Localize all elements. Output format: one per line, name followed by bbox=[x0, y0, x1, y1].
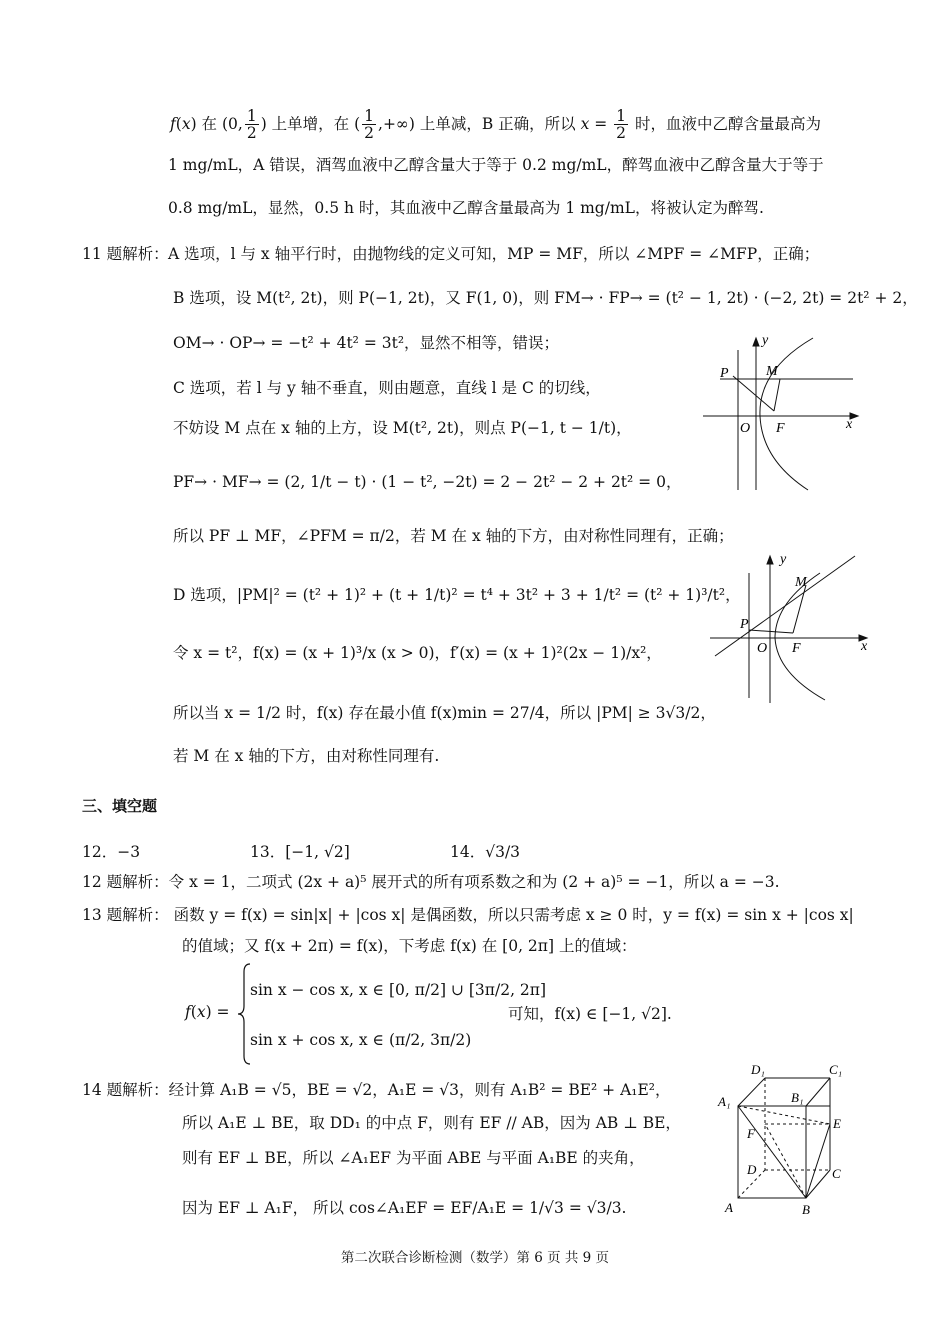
answer-13: 13．[−1, √2] bbox=[250, 843, 350, 861]
fig3-label: F bbox=[747, 1126, 755, 1141]
q13-fx-label: f(x) = bbox=[185, 1003, 230, 1021]
q14-line-3: 则有 EF ⊥ BE，所以 ∠A₁EF 为平面 ABE 与平面 A₁BE 的夹角， bbox=[182, 1149, 645, 1167]
q10-line-2: 1 mg/mL，A 错误，酒驾血液中乙醇含量大于等于 0.2 mg/mL，醉驾血液中乙醇含量大于等于 bbox=[168, 156, 824, 174]
q11-option-d-1: D 选项，|PM|² = (t² + 1)² + (t + 1/t)² = t⁴ + 3t² + 3 + 1/t² = (t² + 1)³/t²， bbox=[173, 586, 741, 604]
q13-line-1: 13 题解析： 函数 y = f(x) = sin|x| + |cos x| 是偶函数，所以只需考虑 x ≥ 0 时，y = f(x) = sin x + |cos x| bbox=[82, 906, 854, 924]
fig2-label: M bbox=[795, 575, 807, 590]
q13-case-1: sin x − cos x, x ∈ [0, π/2] ∪ [3π/2, 2π] bbox=[250, 981, 547, 999]
fig3-label: A₁ bbox=[718, 1094, 731, 1109]
q11-option-c-3: PF→ · MF→ = (2, 1/t − t) · (1 − t², −2t) = 2 − 2t² − 2 + 2t² = 0， bbox=[173, 473, 682, 491]
q11-option-d-3: 所以当 x = 1/2 时，f(x) 存在最小值 f(x)min = 27/4，所以 |PM| ≥ 3√3/2， bbox=[173, 704, 716, 722]
q11-option-b-2: OM→ · OP→ = −t² + 4t² = 3t²，显然不相等，错误； bbox=[173, 334, 560, 352]
q11-option-c-2: 不妨设 M 点在 x 轴的上方，设 M(t², 2t)，则点 P(−1, t − 1/t)， bbox=[173, 419, 632, 437]
q11-option-c-1: C 选项，若 l 与 y 轴不垂直，则由题意，直线 l 是 C 的切线， bbox=[173, 379, 601, 397]
figure-option-d bbox=[705, 548, 880, 703]
fig3-label: C bbox=[832, 1166, 841, 1181]
q14-line-1: 14 题解析：经计算 A₁B = √5，BE = √2，A₁E = √3，则有 A₁B² = BE² + A₁E²， bbox=[82, 1081, 671, 1099]
answer-14: 14．√3/3 bbox=[450, 843, 521, 861]
q11-option-a: A 选项，l 与 x 轴平行时，由抛物线的定义可知，MP = MF，所以 ∠MPF = ∠MFP，正确； bbox=[168, 245, 820, 263]
figure-option-c bbox=[698, 330, 868, 495]
q12-solution: 12 题解析：令 x = 1，二项式 (2x + a)⁵ 展开式的所有项系数之和为 (2 + a)⁵ = −1，所以 a = −3. bbox=[82, 873, 780, 891]
q10-line-3: 0.8 mg/mL，显然，0.5 h 时，其血液中乙醇含量最高为 1 mg/mL，将被认定为醉驾. bbox=[168, 199, 764, 217]
answer-12: 12．−3 bbox=[82, 843, 141, 861]
fig2-label: x bbox=[861, 639, 868, 654]
q11-option-d-2: 令 x = t²，f(x) = (x + 1)³/x (x > 0)，f′(x) = (x + 1)²(2x − 1)/x²， bbox=[173, 644, 662, 662]
fig1-label: M bbox=[766, 364, 778, 379]
q11-heading: 11 题解析： bbox=[82, 245, 169, 263]
q13-line-2: 的值域；又 f(x + 2π) = f(x)，下考虑 f(x) 在 [0, 2π] 上的值域： bbox=[182, 937, 637, 955]
q13-case-2: sin x + cos x, x ∈ (π/2, 3π/2) bbox=[250, 1031, 472, 1049]
q11-option-d-4: 若 M 在 x 轴的下方，由对称性同理有. bbox=[173, 747, 440, 765]
figure-cuboid bbox=[715, 1058, 855, 1218]
fig1-label: F bbox=[776, 421, 785, 436]
fig2-label: y bbox=[780, 552, 787, 567]
fig3-label: E bbox=[833, 1116, 841, 1131]
q13-conclusion: 可知，f(x) ∈ [−1, √2]. bbox=[508, 1005, 672, 1023]
fig1-label: O bbox=[740, 421, 751, 436]
fig1-label: y bbox=[762, 333, 769, 348]
fig2-label: P bbox=[740, 617, 749, 632]
fig1-label: x bbox=[846, 417, 853, 432]
fig2-label: F bbox=[792, 641, 801, 656]
q14-line-4: 因为 EF ⊥ A₁F， 所以 cos∠A₁EF = EF/A₁E = 1/√3 = √3/3. bbox=[182, 1199, 627, 1217]
q14-line-2: 所以 A₁E ⊥ BE，取 DD₁ 的中点 F，则有 EF // AB，因为 AB ⊥ BE， bbox=[182, 1114, 681, 1132]
q11-option-c-4: 所以 PF ⊥ MF，∠PFM = π/2，若 M 在 x 轴的下方，由对称性同理有，正确； bbox=[173, 527, 734, 545]
section-title: 三、填空题 bbox=[82, 797, 158, 815]
fig1-label: P bbox=[720, 366, 729, 381]
q10-line-1: f(x) 在 (0, $\frac{1}{2}$ ) 上单增，在 ( $\frac{1}{2}$ ,+∞) 上单减，B 正确，所以 x = $\frac{1}{2}$ 时，血液中乙醇含量最高为 bbox=[170, 107, 821, 143]
fig3-label: D bbox=[747, 1162, 757, 1177]
fig2-label: O bbox=[757, 641, 768, 656]
fig3-label: B bbox=[802, 1202, 810, 1217]
q13-brace bbox=[236, 962, 252, 1066]
fig3-label: A bbox=[725, 1200, 733, 1215]
fig3-label: D₁ bbox=[751, 1062, 765, 1077]
fig3-label: B₁ bbox=[791, 1090, 804, 1105]
page-footer: 第二次联合诊断检测（数学）第 6 页 共 9 页 bbox=[340, 1250, 610, 1266]
fig3-label: C₁ bbox=[829, 1062, 843, 1077]
q11-option-b-1: B 选项，设 M(t², 2t)，则 P(−1, 2t)，又 F(1, 0)，则 FM→ · FP→ = (t² − 1, 2t) · (−2, 2t) = 2t² + 2， bbox=[173, 289, 918, 307]
